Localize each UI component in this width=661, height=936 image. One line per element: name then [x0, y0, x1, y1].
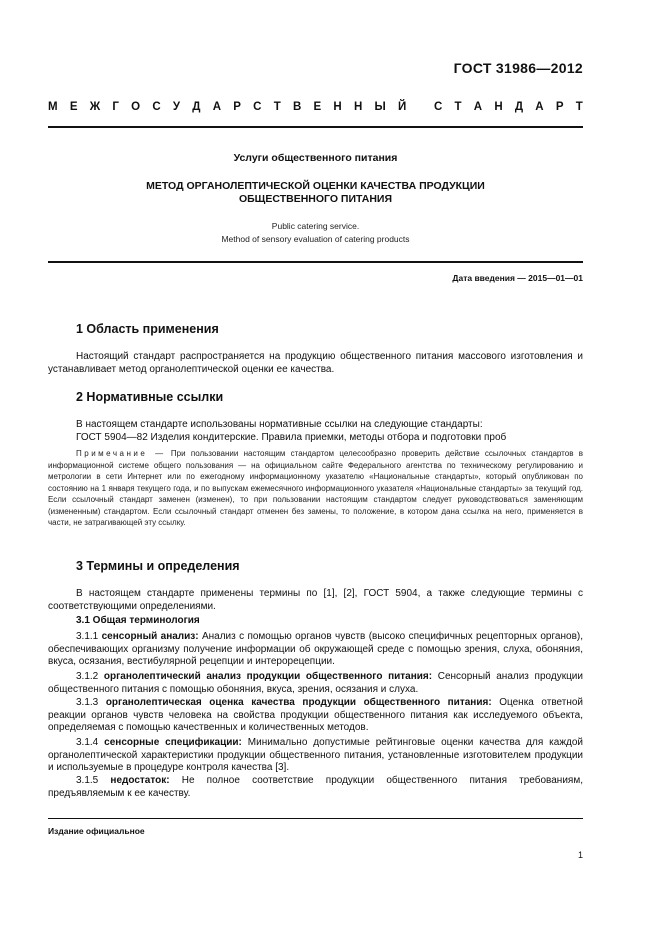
- term-name: недостаток:: [110, 775, 170, 786]
- term-name: сенсорные спецификации:: [104, 737, 242, 748]
- section-2-heading: 2 Нормативные ссылки: [76, 390, 224, 404]
- banner-letter: С: [152, 101, 161, 113]
- note-text: При пользовании настоящим стандартом целесообразно проверить действие ссылочных стандартов в информационной системе общего пользования — на официальном сайте Федерального агентства по техническому регулированию и метрологии в сети Интернет или по ежегодному информационному указателю «Национальные стандарты», который опубликован по состоянию на 1 января текущего года, и по выпускам ежемесячного информационного указателя «Национальные стандарты» за текущий год. Если ссылочный стандарт заменен (изменен), то при пользовании настоящим стандартом следует руководствоваться заменяющим (измененным) стандартом. Если ссылочный стандарт отменен без замены, то положение, в котором дана ссылка на него, применяется в части, не затрагивающей эту ссылку.: [48, 449, 583, 527]
- term-definition: Минимально допустимые рейтинговые оценки качества для каждой органолептической характеристики продукции общественного питания, установленные изготовителем продукции и используемые в процедуре контроля качества [3].: [48, 737, 583, 773]
- banner-letter: Т: [575, 101, 583, 113]
- term-number: 3.1.2: [76, 671, 104, 682]
- edition-label: Издание официальное: [48, 826, 145, 836]
- term-3-1-2: [48, 671, 583, 696]
- banner-letter: М: [48, 101, 58, 113]
- main-title-line: МЕТОД ОРГАНОЛЕПТИЧЕСКОЙ ОЦЕНКИ КАЧЕСТВА ПРОДУКЦИИ: [146, 180, 485, 192]
- banner-letter: Й: [398, 101, 407, 113]
- term-definition: Не полное соответствие продукции общественного питания требованиям, предъявляемым к ее качеству.: [48, 775, 583, 799]
- banner-letter: С: [433, 101, 443, 113]
- banner-letter: Е: [313, 101, 322, 113]
- section-3-text: В настоящем стандарте применены термины по [1], [2], ГОСТ 5904, а также следующие термины с соответствующими определениями.: [48, 588, 583, 612]
- banner-letter: А: [535, 101, 544, 113]
- banner-letter: Р: [233, 101, 241, 113]
- page-number: 1: [577, 850, 583, 860]
- term-definition: Оценка ответной реакции органов чувств человека на свойства продукции общественного питания как исследуемого объекта, определяемая с помощью качественных и количественных методов.: [48, 697, 584, 733]
- term-3-1-4: [48, 737, 583, 775]
- section-1-heading: 1 Область применения: [76, 322, 219, 336]
- note-label: Примечание —: [76, 449, 166, 458]
- banner-letter: Т: [454, 101, 462, 113]
- banner-letter: О: [131, 101, 141, 113]
- term-number: 3.1.4: [76, 737, 105, 748]
- gost-code: ГОСТ 31986—2012: [453, 60, 583, 76]
- english-title: [48, 220, 583, 246]
- section-2-reference: ГОСТ 5904—82 Изделия кондитерские. Правила приемки, методы отбора и подготовки проб: [76, 432, 507, 443]
- banner-letter: У: [172, 101, 181, 113]
- term-name: сенсорный анализ:: [101, 631, 199, 642]
- section-3-heading: 3 Термины и определения: [76, 559, 240, 573]
- term-3-1-1: [48, 631, 583, 669]
- header-rule: [48, 126, 583, 128]
- interstate-standard-banner: [48, 101, 583, 113]
- banner-letter: Ы: [374, 101, 386, 113]
- term-number: 3.1.1: [76, 631, 102, 642]
- banner-letter: Р: [555, 101, 564, 113]
- english-title-line: Method of sensory evaluation of catering products: [221, 234, 410, 244]
- section-2-text: В настоящем стандарте использованы нормативные ссылки на следующие стандарты:: [76, 419, 483, 430]
- term-number: 3.1.3: [76, 697, 106, 708]
- english-title-line: Public catering service.: [271, 221, 360, 231]
- services-title: Услуги общественного питания: [233, 152, 398, 164]
- banner-letter: А: [212, 101, 222, 113]
- banner-gap: [419, 101, 422, 113]
- banner-letter: Н: [494, 101, 503, 113]
- banner-letter: А: [473, 101, 483, 113]
- banner-letter: Д: [514, 101, 524, 113]
- banner-letter: С: [253, 101, 262, 113]
- term-number: 3.1.5: [76, 775, 111, 786]
- banner-letter: Т: [273, 101, 281, 113]
- term-3-1-3: [48, 697, 583, 735]
- main-title: [48, 180, 583, 206]
- banner-letter: Ж: [89, 101, 101, 113]
- banner-letter: Н: [333, 101, 342, 113]
- section-3-1-heading: 3.1 Общая терминология: [76, 615, 200, 626]
- term-name: органолептический анализ продукции общественного питания:: [103, 671, 433, 682]
- term-definition: Сенсорный анализ продукции общественного питания с помощью обоняния, вкуса, зрения, осязания и слуха.: [48, 671, 583, 695]
- main-title-line: ОБЩЕСТВЕННОГО ПИТАНИЯ: [238, 193, 393, 205]
- term-definition: Анализ с помощью органов чувств (высоко специфичных рецепторных органов), обеспечивающих организму получение информации об окружающей среде с помощью зрения, слуха, обоняния, вкуса, осязания, вестибулярной рецепции и интерорецепции.: [48, 631, 583, 667]
- banner-letter: Н: [353, 101, 363, 113]
- term-3-1-5: [48, 775, 583, 800]
- banner-letter: Г: [112, 101, 119, 113]
- section-1-text: Настоящий стандарт распространяется на продукцию общественного питания массового изготовления и устанавливает метод органолептической оценки ее качества.: [48, 351, 583, 375]
- banner-letter: Д: [192, 101, 201, 113]
- banner-letter: Е: [69, 101, 78, 113]
- section-2-note: [48, 448, 583, 529]
- title-rule: [48, 261, 583, 263]
- introduction-date: Дата введения — 2015—01—01: [452, 273, 583, 283]
- banner-letter: В: [292, 101, 302, 113]
- term-name: органолептическая оценка качества продукции общественного питания:: [105, 697, 492, 708]
- footer-rule: [48, 818, 583, 819]
